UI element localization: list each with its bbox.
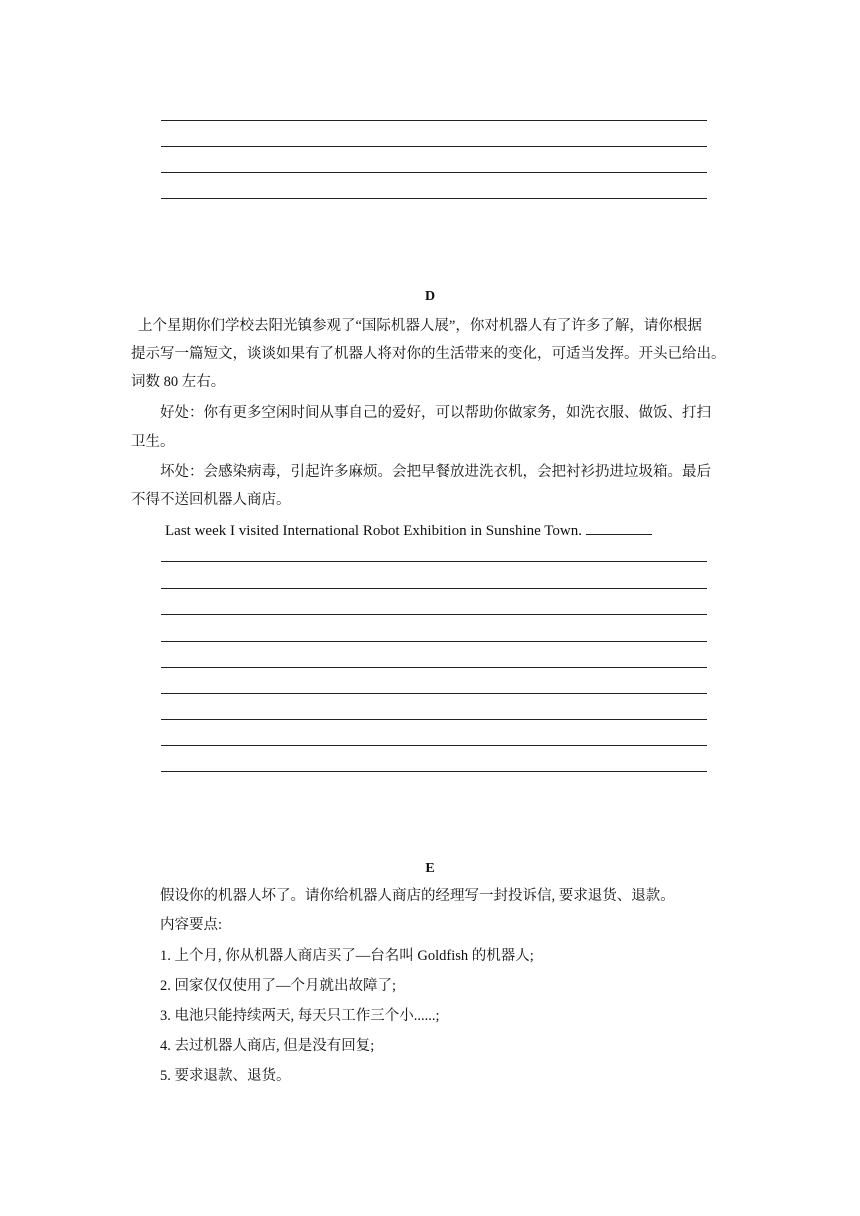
opening-sentence-row <box>165 520 652 541</box>
section-d-heading: D <box>424 289 436 304</box>
section-e-heading: E <box>425 861 435 876</box>
drawbacks-line: 坏处：会感染病毒，引起许多麻烦。会把早餐放进洗衣机，会把衬衫扔进垃圾箱。最后 <box>160 464 711 480</box>
answer-line <box>161 719 707 720</box>
answer-line <box>161 120 707 121</box>
answer-line <box>161 771 707 772</box>
benefits-line: 卫生。 <box>131 434 175 450</box>
content-point: 3. 电池只能持续两天, 每天只工作三个小......; <box>160 1008 440 1024</box>
answer-blank <box>586 520 652 535</box>
content-point: 1. 上个月, 你从机器人商店买了—台名叫 Goldfish 的机器人; <box>160 948 534 964</box>
opening-sentence: Last week I visited International Robot Exhibition in Sunshine Town. <box>165 523 582 539</box>
content-point: 5. 要求退款、退货。 <box>160 1068 291 1084</box>
answer-line <box>161 172 707 173</box>
answer-line <box>161 614 707 615</box>
answer-line <box>161 588 707 589</box>
answer-line <box>161 561 707 562</box>
answer-line <box>161 146 707 147</box>
drawbacks-line: 不得不送回机器人商店。 <box>131 492 291 508</box>
content-point: 2. 回家仅仅使用了—个月就出故障了; <box>160 978 397 994</box>
answer-line <box>161 198 707 199</box>
answer-line <box>161 667 707 668</box>
prompt-line: 上个星期你们学校去阳光镇参观了“国际机器人展”，你对机器人有了许多了解，请你根据 <box>138 318 702 334</box>
answer-line <box>161 693 707 694</box>
answer-line <box>161 745 707 746</box>
prompt-line: 提示写一篇短文，谈谈如果有了机器人将对你的生活带来的变化，可适当发挥。开头已给出。 <box>131 346 726 362</box>
answer-line <box>161 641 707 642</box>
benefits-line: 好处：你有更多空闲时间从事自己的爱好，可以帮助你做家务，如洗衣服、做饭、打扫 <box>160 405 711 421</box>
prompt-line: 词数 80 左右。 <box>131 374 226 390</box>
content-point: 4. 去过机器人商店, 但是没有回复; <box>160 1038 375 1054</box>
section-e-intro: 假设你的机器人坏了。请你给机器人商店的经理写一封投诉信, 要求退货、退款。 <box>160 888 675 904</box>
points-title: 内容要点: <box>160 917 223 933</box>
